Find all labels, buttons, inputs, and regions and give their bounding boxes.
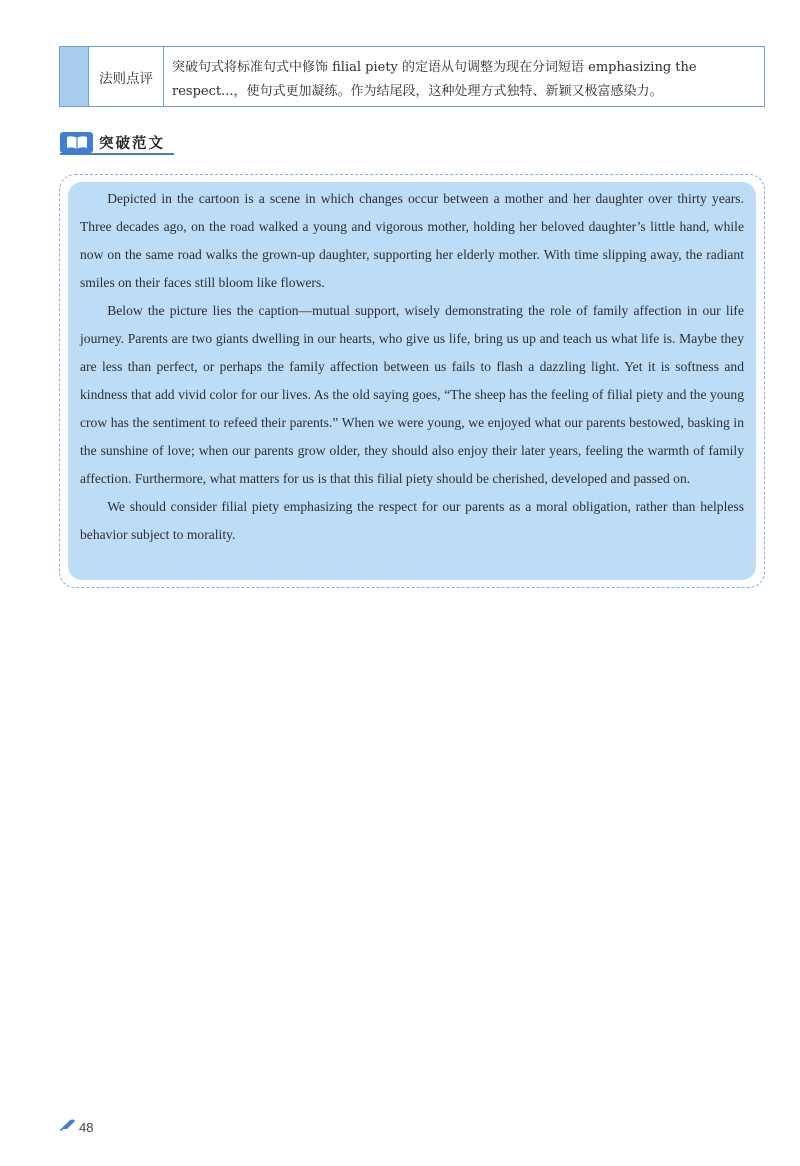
essay-paragraph-2: Below the picture lies the caption—mutual support, wisely demonstrating the role of family affection in our life journey. Parents are two giants dwelling in our hearts, who give us life, bring us up and teach us what life is. Maybe they are less than perfect, or perhaps the family affection between us fails to flash a dazzling light. Yet it is softness and kindness that add vivid color for our lives. As the old saying goes, “The sheep has the feeling of filial piety and the young crow has the sentiment to refeed their parents.” When we were young, we enjoyed what our parents bestowed, basking in the sunshine of love; when our parents grow older, they should also enjoy their later years, feeling the warmth of family affection. Furthermore, what matters for us is that this filial piety should be cherished, developed and passed on. (80, 303, 744, 486)
rule-commentary-box (59, 46, 765, 107)
rule-content: 突破句式将标准句式中修饰 filial piety 的定语从句调整为现在分词短语 emphasizing the respect...，使句式更加凝练。作为结尾段，这种处理方式独特、新颖又极富感染力。 (172, 60, 697, 99)
pen-nib-icon (60, 1118, 76, 1136)
section-title: 突破范文 (99, 135, 165, 152)
essay-paragraph-1: Depicted in the cartoon is a scene in which changes occur between a mother and her daughter over thirty years. Three decades ago, on the road walked a young and vigorous mother, holding her beloved daughter’s little hand, while now on the same road walks the grown-up daughter, supporting her elderly mother. With time slipping away, the radiant smiles on their faces still bloom like flowers. (80, 191, 744, 290)
section-heading (60, 131, 174, 153)
section-underline (60, 153, 174, 155)
essay-box (68, 182, 756, 580)
rule-label: 法则点评 (89, 47, 164, 106)
rule-side-stripe (60, 47, 89, 106)
open-book-icon (60, 132, 93, 153)
page-footer (60, 1117, 93, 1137)
essay-paragraph-3: We should consider filial piety emphasizing the respect for our parents as a moral obligation, rather than helpless behavior subject to morality. (80, 499, 744, 542)
page-number: 48 (79, 1119, 94, 1135)
